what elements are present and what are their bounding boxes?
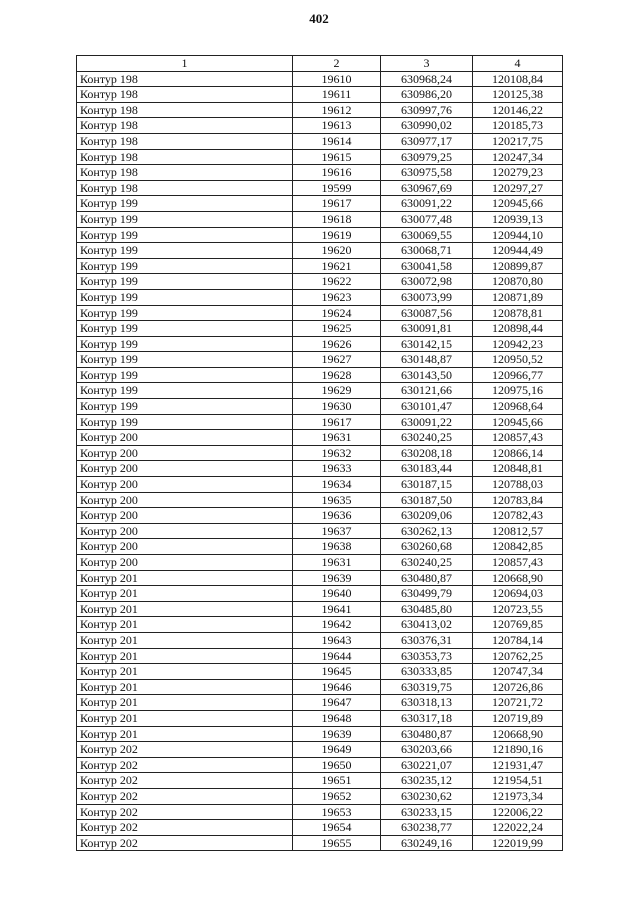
y-coordinate-cell: 120898,44 [473, 321, 563, 337]
point-number-cell: 19636 [293, 508, 381, 524]
column-header-4: 4 [473, 56, 563, 72]
table-row [77, 383, 563, 399]
table-row [77, 149, 563, 165]
point-number-cell: 19610 [293, 71, 381, 87]
point-number-cell: 19631 [293, 430, 381, 446]
contour-name-cell: Контур 199 [77, 211, 293, 227]
point-number-cell: 19626 [293, 336, 381, 352]
table-row [77, 742, 563, 758]
table-row [77, 710, 563, 726]
table-row [77, 243, 563, 259]
y-coordinate-cell: 120939,13 [473, 211, 563, 227]
contour-name-cell: Контур 201 [77, 601, 293, 617]
contour-name-cell: Контур 201 [77, 695, 293, 711]
contour-name-cell: Контур 199 [77, 227, 293, 243]
y-coordinate-cell: 121931,47 [473, 757, 563, 773]
point-number-cell: 19653 [293, 804, 381, 820]
contour-name-cell: Контур 200 [77, 539, 293, 555]
contour-name-cell: Контур 200 [77, 461, 293, 477]
point-number-cell: 19599 [293, 180, 381, 196]
point-number-cell: 19655 [293, 835, 381, 851]
y-coordinate-cell: 120747,34 [473, 664, 563, 680]
x-coordinate-cell: 630480,87 [381, 570, 473, 586]
contour-name-cell: Контур 199 [77, 289, 293, 305]
table-row [77, 664, 563, 680]
point-number-cell: 19646 [293, 679, 381, 695]
table-row [77, 430, 563, 446]
table-row [77, 414, 563, 430]
x-coordinate-cell: 630979,25 [381, 149, 473, 165]
contour-name-cell: Контур 201 [77, 617, 293, 633]
x-coordinate-cell: 630413,02 [381, 617, 473, 633]
y-coordinate-cell: 120108,84 [473, 71, 563, 87]
x-coordinate-cell: 630091,22 [381, 196, 473, 212]
y-coordinate-cell: 120279,23 [473, 165, 563, 181]
point-number-cell: 19648 [293, 710, 381, 726]
point-number-cell: 19631 [293, 555, 381, 571]
x-coordinate-cell: 630208,18 [381, 445, 473, 461]
contour-name-cell: Контур 199 [77, 258, 293, 274]
y-coordinate-cell: 120878,81 [473, 305, 563, 321]
contour-name-cell: Контур 200 [77, 430, 293, 446]
contour-name-cell: Контур 201 [77, 648, 293, 664]
point-number-cell: 19628 [293, 367, 381, 383]
y-coordinate-cell: 120668,90 [473, 726, 563, 742]
y-coordinate-cell: 120966,77 [473, 367, 563, 383]
point-number-cell: 19625 [293, 321, 381, 337]
table-row [77, 757, 563, 773]
x-coordinate-cell: 630203,66 [381, 742, 473, 758]
x-coordinate-cell: 630121,66 [381, 383, 473, 399]
contour-name-cell: Контур 200 [77, 555, 293, 571]
x-coordinate-cell: 630087,56 [381, 305, 473, 321]
contour-name-cell: Контур 199 [77, 352, 293, 368]
x-coordinate-cell: 630975,58 [381, 165, 473, 181]
y-coordinate-cell: 120723,55 [473, 601, 563, 617]
contour-name-cell: Контур 198 [77, 180, 293, 196]
column-header-1: 1 [77, 56, 293, 72]
point-number-cell: 19632 [293, 445, 381, 461]
table-row [77, 726, 563, 742]
contour-name-cell: Контур 202 [77, 788, 293, 804]
x-coordinate-cell: 630977,17 [381, 133, 473, 149]
table-row [77, 196, 563, 212]
table-row [77, 477, 563, 493]
contour-name-cell: Контур 201 [77, 710, 293, 726]
contour-name-cell: Контур 198 [77, 102, 293, 118]
table-row [77, 180, 563, 196]
point-number-cell: 19615 [293, 149, 381, 165]
point-number-cell: 19630 [293, 399, 381, 415]
y-coordinate-cell: 120857,43 [473, 555, 563, 571]
table-row [77, 165, 563, 181]
point-number-cell: 19644 [293, 648, 381, 664]
table-row [77, 632, 563, 648]
point-number-cell: 19621 [293, 258, 381, 274]
table-body [77, 71, 563, 851]
table-row [77, 461, 563, 477]
x-coordinate-cell: 630041,58 [381, 258, 473, 274]
y-coordinate-cell: 120848,81 [473, 461, 563, 477]
y-coordinate-cell: 120944,10 [473, 227, 563, 243]
contour-name-cell: Контур 201 [77, 726, 293, 742]
contour-name-cell: Контур 202 [77, 773, 293, 789]
table-row [77, 617, 563, 633]
point-number-cell: 19639 [293, 726, 381, 742]
point-number-cell: 19649 [293, 742, 381, 758]
contour-name-cell: Контур 198 [77, 118, 293, 134]
y-coordinate-cell: 120968,64 [473, 399, 563, 415]
contour-name-cell: Контур 199 [77, 274, 293, 290]
point-number-cell: 19614 [293, 133, 381, 149]
x-coordinate-cell: 630101,47 [381, 399, 473, 415]
x-coordinate-cell: 630968,24 [381, 71, 473, 87]
y-coordinate-cell: 120668,90 [473, 570, 563, 586]
table-row [77, 352, 563, 368]
point-number-cell: 19617 [293, 196, 381, 212]
point-number-cell: 19613 [293, 118, 381, 134]
y-coordinate-cell: 120125,38 [473, 87, 563, 103]
point-number-cell: 19612 [293, 102, 381, 118]
x-coordinate-cell: 630143,50 [381, 367, 473, 383]
contour-name-cell: Контур 198 [77, 165, 293, 181]
contour-name-cell: Контур 199 [77, 243, 293, 259]
point-number-cell: 19635 [293, 492, 381, 508]
contour-name-cell: Контур 202 [77, 835, 293, 851]
table-row [77, 820, 563, 836]
table-row [77, 258, 563, 274]
point-number-cell: 19623 [293, 289, 381, 305]
x-coordinate-cell: 630262,13 [381, 523, 473, 539]
y-coordinate-cell: 120942,23 [473, 336, 563, 352]
point-number-cell: 19642 [293, 617, 381, 633]
table-row [77, 788, 563, 804]
contour-name-cell: Контур 198 [77, 133, 293, 149]
x-coordinate-cell: 630073,99 [381, 289, 473, 305]
table-row [77, 102, 563, 118]
table-row [77, 555, 563, 571]
x-coordinate-cell: 630091,81 [381, 321, 473, 337]
y-coordinate-cell: 120950,52 [473, 352, 563, 368]
x-coordinate-cell: 630221,07 [381, 757, 473, 773]
point-number-cell: 19634 [293, 477, 381, 493]
contour-name-cell: Контур 201 [77, 664, 293, 680]
y-coordinate-cell: 120782,43 [473, 508, 563, 524]
x-coordinate-cell: 630069,55 [381, 227, 473, 243]
table-row [77, 133, 563, 149]
y-coordinate-cell: 120185,73 [473, 118, 563, 134]
y-coordinate-cell: 121954,51 [473, 773, 563, 789]
x-coordinate-cell: 630986,20 [381, 87, 473, 103]
contour-name-cell: Контур 201 [77, 586, 293, 602]
point-number-cell: 19633 [293, 461, 381, 477]
table-header-row [77, 56, 563, 72]
y-coordinate-cell: 120871,89 [473, 289, 563, 305]
contour-name-cell: Контур 202 [77, 757, 293, 773]
point-number-cell: 19637 [293, 523, 381, 539]
x-coordinate-cell: 630183,44 [381, 461, 473, 477]
x-coordinate-cell: 630499,79 [381, 586, 473, 602]
page-number: 402 [309, 11, 329, 26]
table-row [77, 570, 563, 586]
x-coordinate-cell: 630068,71 [381, 243, 473, 259]
table-row [77, 508, 563, 524]
y-coordinate-cell: 120945,66 [473, 414, 563, 430]
point-number-cell: 19647 [293, 695, 381, 711]
table-row [77, 835, 563, 851]
table-row [77, 289, 563, 305]
table-row [77, 118, 563, 134]
y-coordinate-cell: 120247,34 [473, 149, 563, 165]
x-coordinate-cell: 630333,85 [381, 664, 473, 680]
x-coordinate-cell: 630260,68 [381, 539, 473, 555]
contour-name-cell: Контур 199 [77, 305, 293, 321]
y-coordinate-cell: 120812,57 [473, 523, 563, 539]
y-coordinate-cell: 120719,89 [473, 710, 563, 726]
contour-name-cell: Контур 201 [77, 632, 293, 648]
point-number-cell: 19620 [293, 243, 381, 259]
x-coordinate-cell: 630235,12 [381, 773, 473, 789]
x-coordinate-cell: 630967,69 [381, 180, 473, 196]
contour-name-cell: Контур 200 [77, 523, 293, 539]
table-row [77, 336, 563, 352]
x-coordinate-cell: 630187,50 [381, 492, 473, 508]
table-row [77, 648, 563, 664]
table-row [77, 305, 563, 321]
table-row [77, 804, 563, 820]
x-coordinate-cell: 630072,98 [381, 274, 473, 290]
column-header-3: 3 [381, 56, 473, 72]
x-coordinate-cell: 630230,62 [381, 788, 473, 804]
y-coordinate-cell: 120769,85 [473, 617, 563, 633]
x-coordinate-cell: 630317,18 [381, 710, 473, 726]
x-coordinate-cell: 630480,87 [381, 726, 473, 742]
contour-name-cell: Контур 199 [77, 399, 293, 415]
y-coordinate-cell: 120762,25 [473, 648, 563, 664]
contour-name-cell: Контур 199 [77, 414, 293, 430]
contour-name-cell: Контур 200 [77, 445, 293, 461]
contour-name-cell: Контур 199 [77, 383, 293, 399]
point-number-cell: 19652 [293, 788, 381, 804]
x-coordinate-cell: 630990,02 [381, 118, 473, 134]
table-row [77, 679, 563, 695]
y-coordinate-cell: 120297,27 [473, 180, 563, 196]
point-number-cell: 19629 [293, 383, 381, 399]
y-coordinate-cell: 120975,16 [473, 383, 563, 399]
contour-name-cell: Контур 198 [77, 71, 293, 87]
x-coordinate-cell: 630233,15 [381, 804, 473, 820]
table-row [77, 367, 563, 383]
y-coordinate-cell: 120783,84 [473, 492, 563, 508]
table-row [77, 523, 563, 539]
x-coordinate-cell: 630187,15 [381, 477, 473, 493]
x-coordinate-cell: 630249,16 [381, 835, 473, 851]
point-number-cell: 19619 [293, 227, 381, 243]
contour-name-cell: Контур 198 [77, 149, 293, 165]
table-row [77, 321, 563, 337]
y-coordinate-cell: 122019,99 [473, 835, 563, 851]
contour-name-cell: Контур 201 [77, 570, 293, 586]
point-number-cell: 19622 [293, 274, 381, 290]
table-row [77, 539, 563, 555]
contour-name-cell: Контур 202 [77, 742, 293, 758]
point-number-cell: 19641 [293, 601, 381, 617]
y-coordinate-cell: 120721,72 [473, 695, 563, 711]
point-number-cell: 19611 [293, 87, 381, 103]
x-coordinate-cell: 630148,87 [381, 352, 473, 368]
y-coordinate-cell: 120694,03 [473, 586, 563, 602]
table-row [77, 71, 563, 87]
contour-name-cell: Контур 199 [77, 321, 293, 337]
x-coordinate-cell: 630091,22 [381, 414, 473, 430]
coordinates-table [76, 55, 563, 851]
y-coordinate-cell: 120842,85 [473, 539, 563, 555]
x-coordinate-cell: 630997,76 [381, 102, 473, 118]
contour-name-cell: Контур 202 [77, 804, 293, 820]
y-coordinate-cell: 122022,24 [473, 820, 563, 836]
y-coordinate-cell: 120899,87 [473, 258, 563, 274]
point-number-cell: 19650 [293, 757, 381, 773]
y-coordinate-cell: 120217,75 [473, 133, 563, 149]
contour-name-cell: Контур 201 [77, 679, 293, 695]
table-row [77, 399, 563, 415]
point-number-cell: 19643 [293, 632, 381, 648]
y-coordinate-cell: 120146,22 [473, 102, 563, 118]
point-number-cell: 19645 [293, 664, 381, 680]
table-row [77, 586, 563, 602]
y-coordinate-cell: 120788,03 [473, 477, 563, 493]
x-coordinate-cell: 630077,48 [381, 211, 473, 227]
y-coordinate-cell: 120784,14 [473, 632, 563, 648]
y-coordinate-cell: 122006,22 [473, 804, 563, 820]
y-coordinate-cell: 121890,16 [473, 742, 563, 758]
y-coordinate-cell: 120945,66 [473, 196, 563, 212]
point-number-cell: 19616 [293, 165, 381, 181]
point-number-cell: 19640 [293, 586, 381, 602]
x-coordinate-cell: 630240,25 [381, 430, 473, 446]
y-coordinate-cell: 121973,34 [473, 788, 563, 804]
contour-name-cell: Контур 198 [77, 87, 293, 103]
y-coordinate-cell: 120866,14 [473, 445, 563, 461]
x-coordinate-cell: 630209,06 [381, 508, 473, 524]
x-coordinate-cell: 630240,25 [381, 555, 473, 571]
contour-name-cell: Контур 199 [77, 196, 293, 212]
y-coordinate-cell: 120944,49 [473, 243, 563, 259]
x-coordinate-cell: 630238,77 [381, 820, 473, 836]
x-coordinate-cell: 630376,31 [381, 632, 473, 648]
table-row [77, 274, 563, 290]
contour-name-cell: Контур 199 [77, 367, 293, 383]
point-number-cell: 19651 [293, 773, 381, 789]
contour-name-cell: Контур 200 [77, 477, 293, 493]
table-row [77, 773, 563, 789]
table-row [77, 87, 563, 103]
x-coordinate-cell: 630142,15 [381, 336, 473, 352]
contour-name-cell: Контур 200 [77, 508, 293, 524]
table-row [77, 695, 563, 711]
point-number-cell: 19638 [293, 539, 381, 555]
y-coordinate-cell: 120857,43 [473, 430, 563, 446]
column-header-2: 2 [293, 56, 381, 72]
table-row [77, 492, 563, 508]
contour-name-cell: Контур 199 [77, 336, 293, 352]
x-coordinate-cell: 630319,75 [381, 679, 473, 695]
contour-name-cell: Контур 202 [77, 820, 293, 836]
point-number-cell: 19627 [293, 352, 381, 368]
table-row [77, 227, 563, 243]
x-coordinate-cell: 630318,13 [381, 695, 473, 711]
table-row [77, 445, 563, 461]
point-number-cell: 19618 [293, 211, 381, 227]
point-number-cell: 19639 [293, 570, 381, 586]
point-number-cell: 19617 [293, 414, 381, 430]
point-number-cell: 19654 [293, 820, 381, 836]
table-row [77, 211, 563, 227]
contour-name-cell: Контур 200 [77, 492, 293, 508]
y-coordinate-cell: 120726,86 [473, 679, 563, 695]
y-coordinate-cell: 120870,80 [473, 274, 563, 290]
x-coordinate-cell: 630353,73 [381, 648, 473, 664]
point-number-cell: 19624 [293, 305, 381, 321]
x-coordinate-cell: 630485,80 [381, 601, 473, 617]
table-row [77, 601, 563, 617]
